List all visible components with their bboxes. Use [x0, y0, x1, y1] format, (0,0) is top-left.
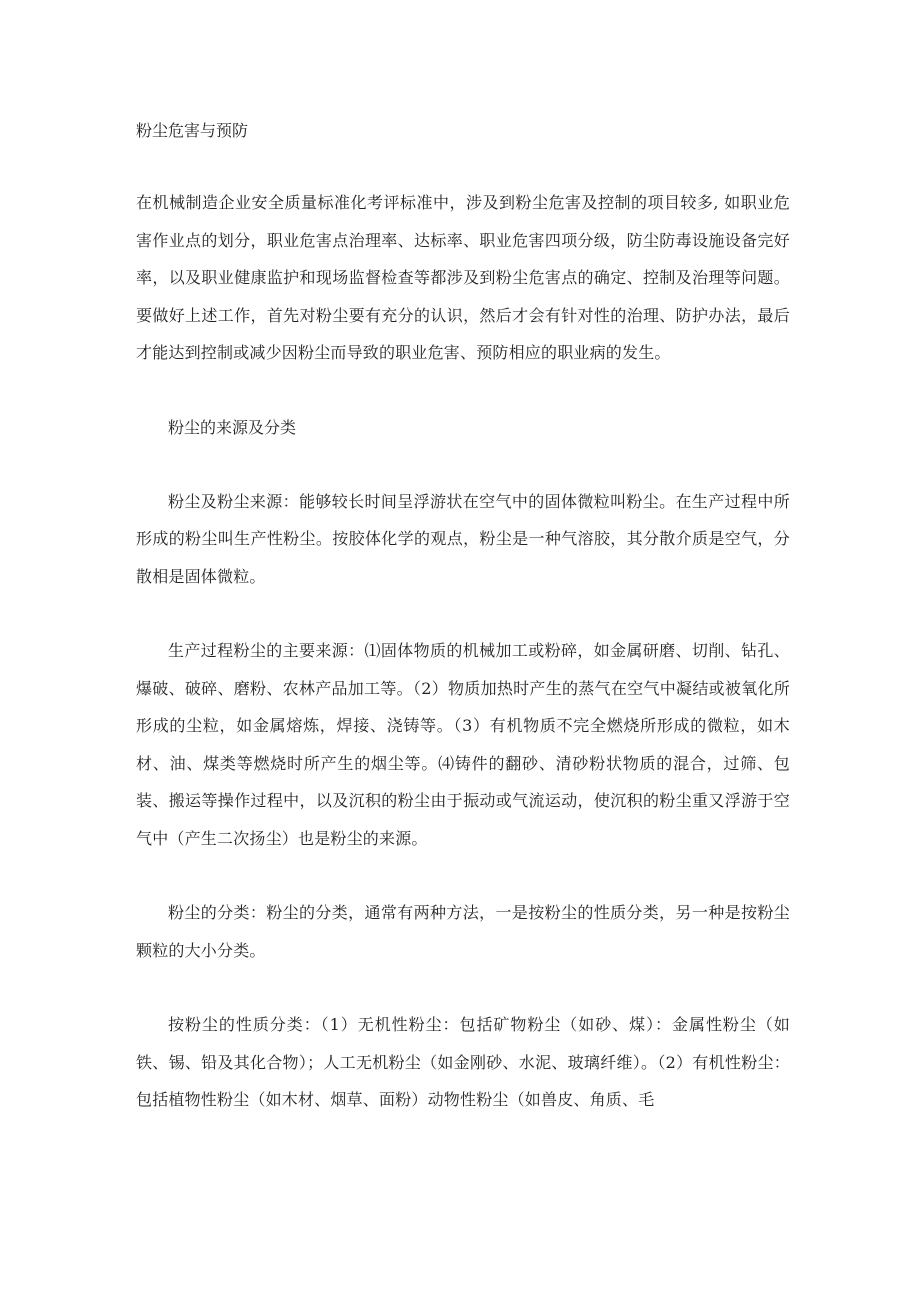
definition-paragraph: 粉尘及粉尘来源：能够较长时间呈浮游状在空气中的固体微粒叫粉尘。在生产过程中所形成的粉尘叫生产性粉尘。按胶体化学的观点，粉尘是一种气溶胶，其分散介质是空气，分散相是固体微粒。 — [136, 491, 790, 586]
section-heading: 粉尘的来源及分类 — [168, 417, 297, 437]
classification-paragraph: 粉尘的分类：粉尘的分类，通常有两种方法，一是按粉尘的性质分类，另一种是按粉尘颗粒的大小分类。 — [136, 903, 790, 960]
document-body — [136, 112, 790, 1156]
classification-by-nature-paragraph: 按粉尘的性质分类：（1）无机性粉尘：包括矿物粉尘（如砂、煤）：金属性粉尘（如铁、锡、铅及其化合物）；人工无机粉尘（如金刚砂、水泥、玻璃纤维）。（2）有机性粉尘：包括植物性粉尘（如木材、烟草、面粉）动物性粉尘（如兽皮、角质、毛 — [136, 1015, 790, 1109]
intro-paragraph: 在机械制造企业安全质量标准化考评标准中，涉及到粉尘危害及控制的项目较多, 如职业危害作业点的划分，职业危害点治理率、达标率、职业危害四项分级，防尘防毒设施设备完好率，以及职业健康监护和现场监督检查等都涉及到粉尘危害点的确定、控制及治理等问题。要做好上述工作，首先对粉尘要有充分的认识，然后才会有针对性的治理、防护办法，最后才能达到控制或减少因粉尘而导致的职业危害、预防相应的职业病的发生。 — [136, 193, 790, 362]
document-title: 粉尘危害与预防 — [136, 121, 249, 140]
sources-paragraph: 生产过程粉尘的主要来源：⑴固体物质的机械加工或粉碎，如金属研磨、切削、钻孔、爆破、破碎、磨粉、农林产品加工等。（2）物质加热时产生的蒸气在空气中凝结或被氧化所形成的尘粒，如金属熔炼，焊接、浇铸等。（3）有机物质不完全燃烧所形成的微粒，如木材、油、煤类等燃烧时所产生的烟尘等。⑷铸件的翻砂、清砂粉状物质的混合，过筛、包装、搬运等操作过程中，以及沉积的粉尘由于振动或气流运动，使沉积的粉尘重又浮游于空气中（产生二次扬尘）也是粉尘的来源。 — [136, 641, 790, 848]
